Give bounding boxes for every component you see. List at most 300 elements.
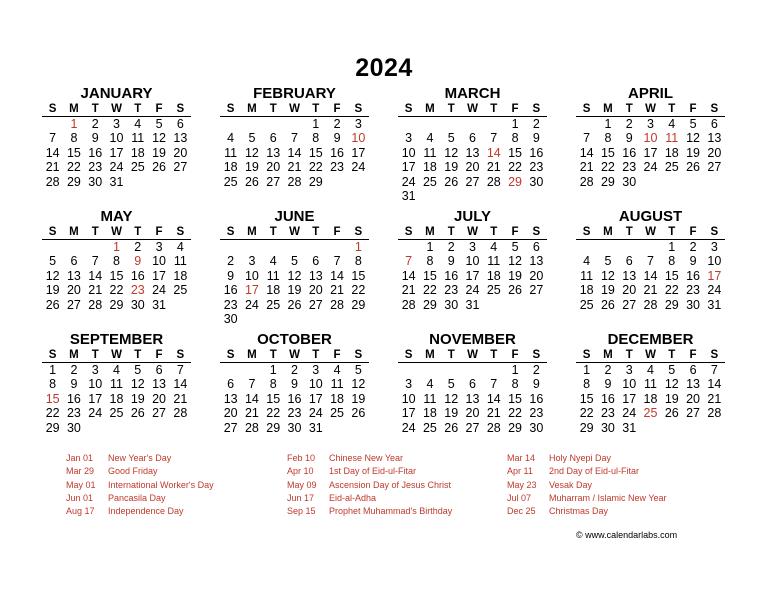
day-cell: 14: [643, 268, 658, 283]
weekday-header: W: [645, 226, 656, 238]
empty-day-cell: [462, 117, 483, 131]
weekday-header: M: [603, 349, 613, 361]
empty-day-cell: [597, 240, 618, 254]
day-cell: 25: [109, 406, 124, 421]
weekday-header: W: [645, 349, 656, 361]
day-cell: 1: [668, 240, 676, 254]
day-cell: 17: [401, 406, 416, 421]
empty-day-cell: [241, 363, 262, 377]
day-cell: 26: [244, 174, 259, 189]
day-grid: [398, 117, 547, 203]
day-cell: 27: [465, 420, 480, 435]
day-cell: 13: [707, 131, 722, 146]
holiday-day-cell: 15: [45, 391, 60, 406]
day-cell: 16: [529, 145, 544, 160]
day-cell: 5: [354, 363, 362, 377]
day-cell: 29: [308, 174, 323, 189]
day-cell: 11: [644, 377, 657, 392]
empty-day-cell: [220, 240, 241, 254]
day-cell: 29: [664, 297, 679, 312]
holiday-name: Prophet Muhammad's Birthday: [329, 506, 453, 517]
day-cell: 16: [66, 391, 81, 406]
day-cell: 18: [109, 391, 124, 406]
day-cell: 29: [45, 420, 60, 435]
holiday-column: [66, 452, 214, 518]
day-cell: 16: [529, 391, 544, 406]
weekday-header-row: [220, 225, 369, 240]
day-cell: 24: [109, 160, 124, 175]
day-cell: 31: [622, 420, 637, 435]
day-cell: 9: [227, 268, 235, 283]
weekday-header-row: [220, 102, 369, 117]
holiday-row: [66, 492, 214, 505]
day-cell: 10: [465, 254, 480, 269]
day-cell: 1: [583, 363, 591, 377]
holiday-day-cell: 25: [643, 406, 658, 421]
day-cell: 18: [486, 268, 501, 283]
day-cell: 13: [308, 268, 323, 283]
day-cell: 8: [511, 131, 519, 146]
day-cell: 20: [707, 145, 722, 160]
day-cell: 6: [176, 117, 184, 131]
day-cell: 24: [88, 406, 103, 421]
day-cell: 30: [686, 297, 701, 312]
day-cell: 14: [173, 377, 188, 392]
day-cell: 14: [579, 145, 594, 160]
day-cell: 24: [643, 160, 658, 175]
day-cell: 29: [579, 420, 594, 435]
day-cell: 7: [583, 131, 591, 146]
holiday-day-cell: 14: [486, 145, 501, 160]
holiday-name: 2nd Day of Eid-ul-Fitar: [549, 466, 640, 477]
month-september: [42, 331, 191, 435]
day-cell: 12: [244, 145, 259, 160]
empty-day-cell: [640, 240, 661, 254]
day-cell: 22: [109, 283, 124, 298]
day-cell: 22: [308, 160, 323, 175]
day-cell: 6: [625, 254, 633, 269]
weekday-header: S: [582, 103, 591, 115]
day-cell: 20: [686, 391, 701, 406]
day-cell: 21: [643, 283, 658, 298]
day-cell: 24: [465, 283, 480, 298]
day-cell: 20: [266, 160, 281, 175]
day-cell: 31: [152, 297, 167, 312]
day-cell: 5: [134, 363, 142, 377]
day-cell: 11: [330, 377, 344, 392]
day-cell: 22: [508, 160, 523, 175]
weekday-header: M: [69, 349, 79, 361]
day-cell: 5: [668, 363, 676, 377]
holiday-day-cell: 29: [508, 174, 523, 189]
holiday-row: [507, 505, 667, 518]
empty-day-cell: [42, 240, 63, 254]
day-grid: [398, 240, 547, 312]
weekday-header: S: [404, 226, 413, 238]
day-cell: 16: [622, 145, 637, 160]
day-cell: 21: [486, 406, 501, 421]
month-name: APRIL: [628, 85, 673, 102]
day-cell: 7: [490, 131, 498, 146]
month-december: [576, 331, 725, 435]
weekday-header: T: [134, 226, 142, 238]
empty-day-cell: [483, 117, 504, 131]
holiday-name: Vesak Day: [549, 479, 593, 490]
day-cell: 14: [45, 145, 60, 160]
month-november: [398, 331, 547, 435]
day-cell: 29: [600, 174, 615, 189]
day-cell: 12: [664, 377, 679, 392]
day-cell: 20: [173, 145, 188, 160]
holiday-name: Independence Day: [108, 506, 184, 517]
day-cell: 18: [422, 160, 437, 175]
day-cell: 6: [532, 240, 540, 254]
weekday-header: T: [625, 226, 633, 238]
holiday-row: [507, 492, 667, 505]
day-cell: 1: [511, 117, 519, 131]
weekday-header: S: [354, 103, 363, 115]
day-cell: 19: [444, 406, 459, 421]
day-cell: 22: [600, 160, 615, 175]
day-cell: 3: [113, 117, 120, 131]
day-cell: 3: [469, 240, 476, 254]
year-title: 2024: [355, 54, 413, 82]
weekday-header-row: [398, 102, 547, 117]
empty-day-cell: [398, 117, 419, 131]
weekday-header: S: [176, 226, 185, 238]
holiday-day-cell: 10: [351, 131, 366, 146]
day-cell: 2: [689, 240, 697, 254]
day-cell: 4: [426, 131, 434, 146]
day-cell: 31: [401, 188, 416, 203]
day-cell: 22: [66, 160, 81, 175]
day-cell: 19: [351, 391, 366, 406]
day-cell: 24: [401, 174, 416, 189]
weekday-header-row: [220, 348, 369, 363]
weekday-header-row: [42, 225, 191, 240]
month-april: [576, 85, 725, 189]
weekday-header: S: [48, 103, 57, 115]
day-cell: 12: [45, 268, 60, 283]
weekday-header: S: [532, 226, 541, 238]
weekday-header: T: [447, 103, 455, 115]
day-cell: 6: [70, 254, 78, 269]
month-name: SEPTEMBER: [69, 331, 164, 348]
day-cell: 13: [66, 268, 81, 283]
weekday-header: M: [247, 103, 257, 115]
day-cell: 27: [529, 283, 544, 298]
holiday-day-cell: 17: [244, 283, 259, 298]
day-grid: [220, 240, 369, 326]
empty-day-cell: [263, 240, 284, 254]
day-cell: 14: [401, 268, 416, 283]
weekday-header: T: [91, 226, 99, 238]
weekday-header: W: [467, 349, 478, 361]
day-cell: 13: [465, 145, 480, 160]
day-cell: 2: [227, 254, 235, 269]
holiday-row: [287, 492, 452, 505]
empty-day-cell: [326, 240, 347, 254]
day-cell: 26: [45, 297, 60, 312]
day-cell: 2: [91, 117, 99, 131]
day-cell: 7: [647, 254, 654, 269]
weekday-header: M: [247, 226, 257, 238]
day-cell: 25: [173, 283, 188, 298]
holiday-date: Aug 17: [66, 506, 95, 517]
day-cell: 22: [351, 283, 366, 298]
day-cell: 12: [686, 131, 701, 146]
weekday-header: S: [532, 349, 541, 361]
day-cell: 22: [664, 283, 679, 298]
holiday-date: Apr 11: [507, 466, 533, 477]
day-cell: 30: [223, 311, 238, 326]
day-cell: 5: [291, 254, 298, 269]
day-cell: 25: [422, 420, 437, 435]
day-cell: 18: [266, 283, 281, 298]
day-cell: 27: [707, 160, 722, 175]
day-cell: 10: [401, 145, 416, 160]
holiday-date: Mar 29: [66, 466, 95, 477]
day-cell: 5: [248, 131, 256, 146]
day-cell: 24: [622, 406, 637, 421]
weekday-header: T: [625, 349, 633, 361]
month-name: OCTOBER: [257, 331, 332, 348]
month-name: JULY: [454, 208, 491, 225]
day-cell: 12: [287, 268, 302, 283]
day-cell: 14: [707, 377, 722, 392]
day-cell: 28: [287, 174, 302, 189]
empty-day-cell: [284, 240, 305, 254]
day-cell: 30: [622, 174, 637, 189]
holiday-column: [287, 452, 452, 518]
day-cell: 8: [312, 131, 320, 146]
day-cell: 7: [291, 131, 298, 146]
day-cell: 13: [223, 391, 238, 406]
holiday-date: Sep 15: [287, 506, 316, 517]
day-cell: 5: [689, 117, 697, 131]
weekday-header: S: [48, 226, 57, 238]
day-cell: 19: [686, 145, 701, 160]
day-cell: 24: [401, 420, 416, 435]
day-cell: 15: [664, 268, 679, 283]
day-cell: 23: [529, 160, 544, 175]
copyright-text: © www.calendarlabs.com: [576, 530, 678, 540]
holiday-date: May 09: [287, 479, 317, 490]
day-cell: 12: [600, 268, 615, 283]
day-cell: 19: [664, 391, 679, 406]
empty-day-cell: [441, 117, 462, 131]
holiday-row: [287, 465, 452, 478]
day-cell: 30: [444, 297, 459, 312]
day-cell: 6: [227, 377, 235, 392]
day-cell: 26: [444, 174, 459, 189]
day-cell: 21: [401, 283, 416, 298]
holiday-date: May 23: [507, 479, 537, 490]
day-cell: 26: [508, 283, 523, 298]
day-cell: 3: [710, 240, 718, 254]
day-cell: 1: [269, 363, 277, 377]
day-cell: 6: [710, 117, 718, 131]
weekday-header: M: [603, 103, 613, 115]
day-cell: 26: [152, 160, 167, 175]
day-cell: 25: [422, 174, 437, 189]
day-cell: 28: [579, 174, 594, 189]
day-cell: 4: [647, 363, 654, 377]
holiday-date: Feb 10: [287, 453, 316, 463]
day-cell: 7: [333, 254, 341, 269]
weekday-header: S: [226, 226, 235, 238]
day-cell: 17: [109, 145, 124, 160]
day-cell: 3: [405, 377, 413, 392]
weekday-header: T: [490, 349, 498, 361]
day-cell: 9: [689, 254, 697, 269]
weekday-header: W: [111, 103, 122, 115]
day-cell: 6: [155, 363, 163, 377]
day-cell: 9: [91, 131, 99, 146]
day-cell: 6: [469, 377, 476, 392]
day-cell: 9: [604, 377, 612, 392]
empty-day-cell: [284, 117, 305, 131]
day-cell: 2: [625, 117, 633, 131]
day-cell: 29: [66, 174, 81, 189]
holiday-row: [66, 505, 214, 518]
day-cell: 19: [152, 145, 167, 160]
day-cell: 9: [532, 131, 540, 146]
weekday-header: F: [511, 103, 519, 115]
day-cell: 26: [686, 160, 701, 175]
weekday-header: S: [710, 349, 719, 361]
weekday-header: T: [91, 103, 99, 115]
day-cell: 27: [173, 160, 188, 175]
day-cell: 30: [529, 420, 544, 435]
empty-day-cell: [263, 117, 284, 131]
day-cell: 28: [330, 297, 345, 312]
day-cell: 29: [109, 297, 124, 312]
weekday-header: W: [111, 226, 122, 238]
day-grid: [42, 240, 191, 312]
day-cell: 25: [130, 160, 145, 175]
day-cell: 17: [643, 145, 658, 160]
weekday-header: F: [333, 226, 341, 238]
day-cell: 21: [330, 283, 345, 298]
day-cell: 24: [244, 297, 259, 312]
day-cell: 26: [444, 420, 459, 435]
day-cell: 19: [130, 391, 145, 406]
day-cell: 26: [600, 297, 615, 312]
day-cell: 2: [291, 363, 298, 377]
holiday-name: New Year's Day: [108, 453, 172, 463]
day-cell: 25: [486, 283, 501, 298]
weekday-header: T: [490, 226, 498, 238]
day-cell: 4: [333, 363, 341, 377]
weekday-header: T: [447, 226, 455, 238]
holiday-date: Apr 10: [287, 466, 314, 477]
holiday-day-cell: 10: [643, 131, 658, 146]
day-cell: 30: [287, 420, 302, 435]
day-cell: 5: [155, 117, 163, 131]
day-cell: 30: [130, 297, 145, 312]
month-name: JUNE: [274, 208, 315, 225]
holiday-name: Pancasila Day: [108, 492, 166, 503]
day-cell: 21: [173, 391, 188, 406]
day-cell: 2: [532, 117, 540, 131]
holiday-row: [507, 479, 667, 492]
weekday-header: S: [354, 349, 363, 361]
holiday-row: [287, 479, 452, 492]
day-cell: 8: [668, 254, 676, 269]
day-cell: 4: [269, 254, 277, 269]
empty-day-cell: [241, 240, 262, 254]
day-cell: 19: [508, 268, 523, 283]
day-cell: 11: [423, 145, 437, 160]
day-cell: 10: [707, 254, 722, 269]
empty-day-cell: [441, 363, 462, 377]
holiday-column: [507, 452, 667, 518]
day-cell: 11: [487, 254, 501, 269]
day-cell: 25: [579, 297, 594, 312]
weekday-header: W: [289, 226, 300, 238]
day-cell: 5: [49, 254, 57, 269]
day-cell: 17: [88, 391, 103, 406]
weekday-header: T: [269, 226, 277, 238]
empty-day-cell: [576, 117, 597, 131]
holiday-row: [66, 465, 214, 478]
holiday-date: Jul 07: [507, 492, 532, 503]
day-cell: 28: [643, 297, 658, 312]
weekday-header: M: [69, 103, 79, 115]
day-cell: 12: [351, 377, 366, 392]
day-cell: 10: [152, 254, 167, 269]
day-cell: 15: [508, 391, 523, 406]
day-grid: [220, 117, 369, 189]
holiday-row: [66, 479, 214, 492]
day-cell: 13: [529, 254, 544, 269]
day-cell: 7: [91, 254, 99, 269]
holiday-date: Jun 01: [66, 492, 94, 503]
day-cell: 21: [88, 283, 103, 298]
day-cell: 1: [511, 363, 519, 377]
day-cell: 14: [244, 391, 259, 406]
day-cell: 24: [308, 406, 323, 421]
day-cell: 3: [405, 131, 413, 146]
day-cell: 16: [686, 268, 701, 283]
day-grid: [398, 363, 547, 435]
day-cell: 24: [707, 283, 722, 298]
day-cell: 26: [664, 406, 679, 421]
day-cell: 13: [152, 377, 167, 392]
day-cell: 15: [600, 145, 615, 160]
empty-day-cell: [619, 240, 640, 254]
empty-day-cell: [398, 363, 419, 377]
day-cell: 3: [312, 363, 320, 377]
holiday-day-cell: 1: [354, 240, 362, 254]
month-name: JANUARY: [80, 85, 153, 102]
day-cell: 17: [152, 268, 167, 283]
day-cell: 2: [70, 363, 78, 377]
day-cell: 2: [532, 363, 540, 377]
day-cell: 18: [130, 145, 145, 160]
day-cell: 5: [511, 240, 519, 254]
day-cell: 25: [223, 174, 238, 189]
day-cell: 8: [604, 131, 612, 146]
day-cell: 10: [622, 377, 637, 392]
month-august: [576, 208, 725, 312]
holiday-day-cell: 9: [134, 254, 142, 269]
weekday-header: F: [689, 349, 697, 361]
day-cell: 14: [330, 268, 345, 283]
month-july: [398, 208, 547, 312]
weekday-header: M: [69, 226, 79, 238]
